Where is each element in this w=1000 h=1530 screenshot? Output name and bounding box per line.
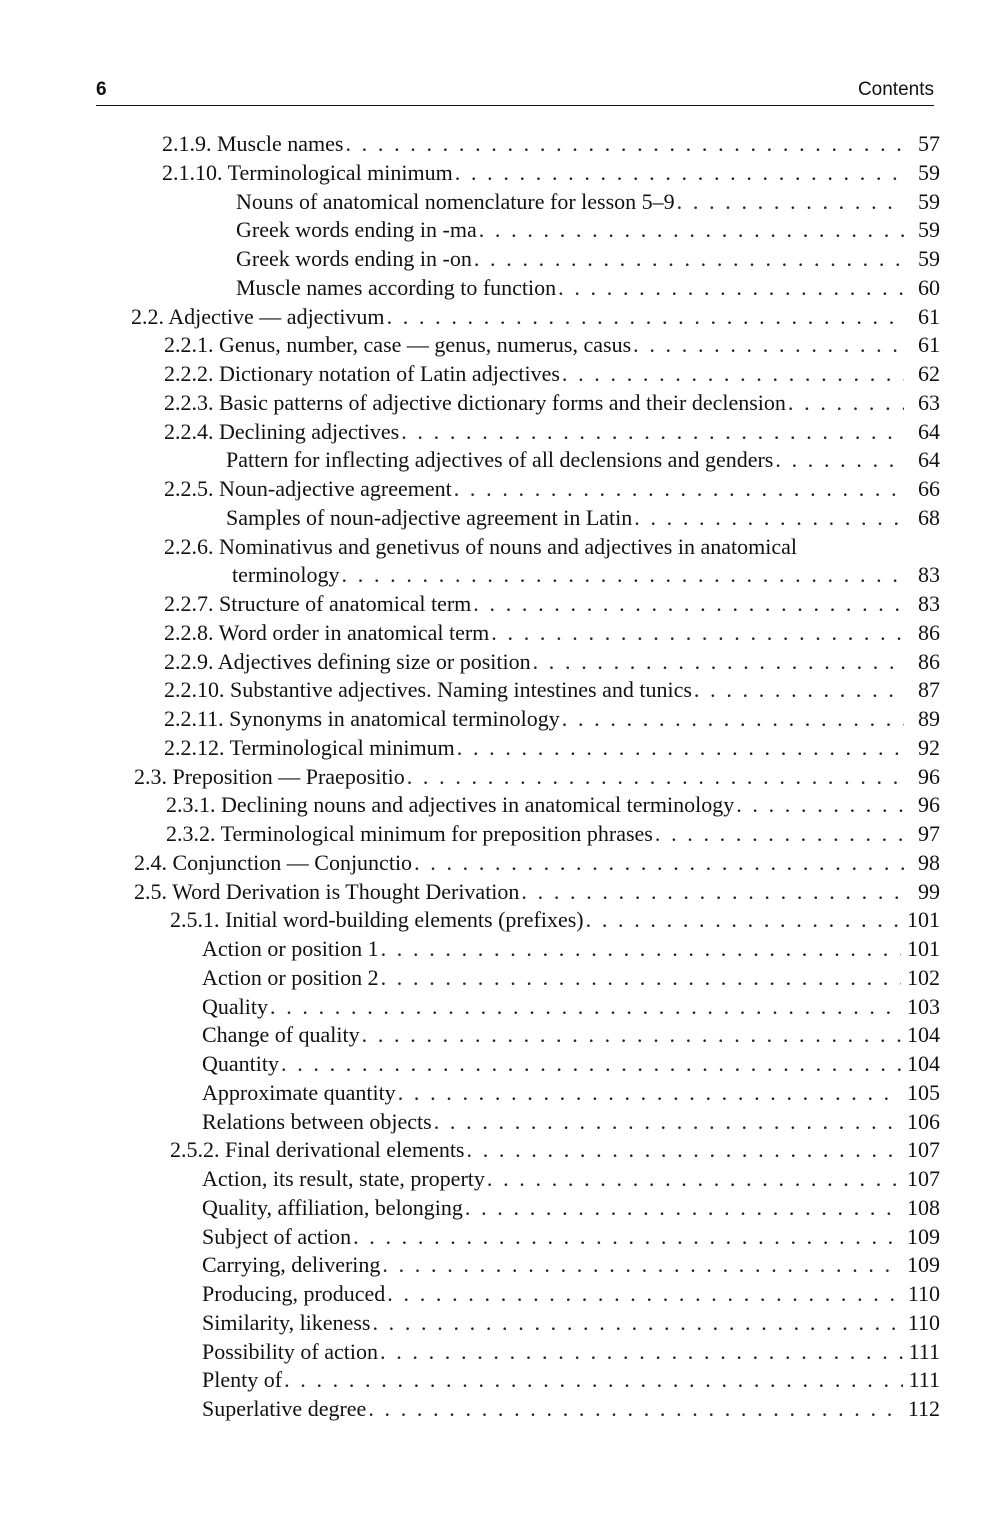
toc-entry-title: Quantity	[202, 1051, 279, 1076]
toc-entry-page: 98	[918, 849, 940, 875]
toc-entry-page: 66	[918, 476, 940, 501]
toc-entry-title: Subject of action	[202, 1223, 352, 1249]
toc-entry[interactable]	[134, 878, 940, 907]
toc-entry[interactable]	[236, 274, 940, 303]
toc-entry[interactable]	[202, 1165, 940, 1194]
toc-row	[0, 245, 1000, 274]
toc-row	[0, 274, 1000, 303]
dot-leader	[281, 1050, 901, 1079]
dot-leader	[655, 820, 904, 849]
toc-row	[0, 1165, 1000, 1194]
toc-entry-title: 2.2.4. Declining adjectives	[164, 418, 400, 444]
dot-leader	[473, 590, 904, 619]
toc-entry-title: 2.2.3. Basic patterns of adjective dictionary forms and their declension	[164, 389, 786, 415]
dot-leader	[455, 159, 904, 188]
toc-entry-page: 87	[918, 677, 940, 703]
toc-entry[interactable]	[226, 504, 940, 533]
toc-row	[0, 159, 1000, 188]
toc-entry[interactable]	[232, 561, 940, 590]
toc-entry-title: Pattern for inflecting adjectives of all declensions and genders	[226, 447, 774, 473]
toc-row	[0, 878, 1000, 907]
toc-entry-page: 111	[908, 1367, 940, 1393]
toc-row	[0, 360, 1000, 389]
toc-entry-page: 96	[918, 792, 940, 818]
dot-leader	[414, 849, 904, 878]
toc-entry-page: 109	[907, 1223, 940, 1249]
dot-leader	[398, 1079, 901, 1108]
dot-leader	[558, 274, 904, 303]
toc-entry[interactable]	[202, 1050, 940, 1079]
toc-entry-page: 89	[918, 706, 940, 731]
toc-entry-title: Nouns of anatomical nomenclature for lesson 5–9	[236, 188, 675, 214]
toc-entry[interactable]	[202, 935, 940, 964]
toc-entry-title: 2.2.8. Word order in anatomical term	[164, 619, 490, 645]
dot-leader	[342, 561, 904, 590]
toc-entry-title: 2.5.2. Final derivational elements	[170, 1137, 465, 1163]
toc-entry-page: 99	[918, 878, 940, 904]
toc-row	[0, 705, 1000, 734]
toc-entry[interactable]	[166, 791, 940, 820]
dot-leader	[467, 1136, 902, 1165]
toc-row	[0, 820, 1000, 849]
toc-entry-page: 105	[907, 1079, 940, 1105]
toc-entry-page: 62	[918, 361, 940, 386]
toc-entry-title: Greek words ending in -on	[236, 246, 472, 271]
toc-entry-title: Action or position 1	[202, 936, 379, 961]
toc-entry[interactable]	[131, 303, 940, 332]
dot-leader	[381, 964, 901, 993]
toc-entry-page: 107	[907, 1137, 940, 1163]
toc-entry-page: 110	[907, 1281, 940, 1306]
dot-leader	[736, 791, 904, 820]
toc-entry[interactable]	[162, 130, 940, 159]
toc-entry-page: 109	[907, 1252, 940, 1278]
dot-leader	[387, 1280, 902, 1309]
toc-entry[interactable]	[202, 1395, 940, 1424]
dot-leader	[634, 504, 904, 533]
toc-row	[0, 475, 1000, 504]
toc-row	[0, 1366, 1000, 1395]
toc-entry[interactable]	[164, 705, 940, 734]
toc-entry[interactable]	[202, 1280, 940, 1309]
dot-leader	[381, 935, 901, 964]
toc-entry-title: 2.2.1. Genus, number, case — genus, numerus, casus	[164, 332, 632, 358]
toc-entry[interactable]	[134, 763, 940, 792]
toc-entry[interactable]	[236, 216, 940, 245]
dot-leader	[401, 418, 904, 447]
dot-leader	[434, 1108, 901, 1137]
dot-leader	[562, 705, 904, 734]
toc-entry-title: 2.2.11. Synonyms in anatomical terminology	[164, 706, 560, 731]
toc-entry[interactable]	[202, 1366, 940, 1395]
toc-entry[interactable]	[164, 389, 940, 418]
toc-entry[interactable]	[164, 676, 940, 705]
dot-leader	[788, 389, 904, 418]
toc-row	[0, 590, 1000, 619]
toc-entry-title: 2.3. Preposition — Praepositio	[134, 763, 405, 789]
toc-entry-title: Similarity, likeness	[202, 1309, 371, 1335]
dot-leader	[368, 1395, 902, 1424]
dot-leader	[284, 1366, 903, 1395]
toc-row	[0, 188, 1000, 217]
toc-entry[interactable]	[226, 446, 940, 475]
toc-row	[0, 216, 1000, 245]
toc-entry-title: 2.3.1. Declining nouns and adjectives in anatomical terminology	[166, 792, 735, 818]
toc-entry[interactable]	[164, 590, 940, 619]
toc-entry[interactable]	[236, 245, 940, 274]
dot-leader	[677, 188, 904, 217]
toc-entry-title: Action, its result, state, property	[202, 1166, 485, 1191]
toc-entry-page: 104	[907, 1022, 940, 1048]
toc-entry-title: 2.2.2. Dictionary notation of Latin adjectives	[164, 361, 560, 386]
toc-entry-page: 59	[918, 159, 940, 185]
dot-leader	[372, 1309, 901, 1338]
dot-leader	[362, 1021, 901, 1050]
toc-entry-title: Producing, produced	[202, 1281, 386, 1306]
toc-row	[0, 533, 1000, 562]
toc-entry-page: 86	[918, 648, 940, 674]
toc-row	[0, 1021, 1000, 1050]
toc-row	[0, 906, 1000, 935]
toc-entry[interactable]	[162, 159, 940, 188]
toc-entry-page: 57	[918, 131, 940, 156]
running-head: Contents	[857, 79, 934, 100]
dot-leader	[586, 906, 901, 935]
toc-entry-title: Possibility of action	[202, 1338, 378, 1364]
toc-entry-page: 102	[907, 964, 940, 990]
dot-leader	[491, 619, 904, 648]
toc-entry-title: Greek words ending in -ma	[236, 217, 477, 243]
toc-entry-page: 106	[907, 1108, 940, 1134]
toc-row	[0, 1050, 1000, 1079]
dot-leader	[633, 331, 904, 360]
toc-row	[0, 331, 1000, 360]
dot-leader	[380, 1338, 903, 1367]
toc-entry-page: 111	[908, 1338, 940, 1364]
page-number: 6	[96, 79, 107, 100]
dot-leader	[270, 993, 901, 1022]
toc-row	[0, 1079, 1000, 1108]
toc-entry-page: 59	[918, 217, 940, 243]
toc-entry-page: 92	[918, 734, 940, 760]
toc-entry[interactable]	[164, 331, 940, 360]
toc-entry-page: 63	[918, 389, 940, 415]
toc-entry[interactable]	[202, 964, 940, 993]
toc-row	[0, 1108, 1000, 1137]
toc-entry[interactable]	[202, 1108, 940, 1137]
toc-row	[0, 1194, 1000, 1223]
toc-row	[0, 504, 1000, 533]
toc-entry[interactable]	[202, 1021, 940, 1050]
toc-entry-page: 101	[907, 907, 940, 933]
toc-entry-title: Carrying, delivering	[202, 1252, 381, 1278]
dot-leader	[382, 1251, 901, 1280]
toc-entry-page: 86	[918, 619, 940, 645]
dot-leader	[353, 1223, 901, 1252]
toc-entry[interactable]	[202, 1194, 940, 1223]
toc-entry-title: 2.5.1. Initial word-building elements (prefixes)	[170, 907, 584, 933]
toc-entry[interactable]	[164, 475, 940, 504]
dot-leader	[775, 446, 904, 475]
toc-row	[0, 849, 1000, 878]
toc-entry-page: 112	[907, 1396, 940, 1421]
dot-leader	[454, 475, 904, 504]
toc-entry-page: 103	[907, 993, 940, 1019]
toc-row	[0, 648, 1000, 677]
toc-entry-page: 61	[918, 332, 940, 358]
toc-entry-page: 83	[918, 591, 940, 616]
toc-entry[interactable]	[202, 1223, 940, 1252]
toc-entry-title: 2.2.7. Structure of anatomical term	[164, 591, 472, 616]
toc-entry-title: Samples of noun-adjective agreement in Latin	[226, 504, 633, 530]
toc-entry-title-line1[interactable]: 2.2.6. Nominativus and genetivus of nouns and adjectives in anatomical	[164, 533, 797, 559]
toc-entry-title: Quality	[202, 993, 268, 1019]
toc-row	[0, 964, 1000, 993]
toc-entry-title: 2.1.9. Muscle names	[162, 131, 344, 156]
toc-row	[0, 389, 1000, 418]
toc-entry-title: Action or position 2	[202, 964, 379, 990]
toc-entry[interactable]	[170, 906, 940, 935]
toc-entry-page: 101	[907, 936, 940, 961]
toc-row	[0, 935, 1000, 964]
toc-entry[interactable]	[202, 1309, 940, 1338]
dot-leader	[465, 1194, 901, 1223]
toc-row	[0, 1136, 1000, 1165]
toc-entry-page: 68	[918, 504, 940, 530]
toc-entry[interactable]	[166, 820, 940, 849]
toc-entry-title: Approximate quantity	[202, 1079, 396, 1105]
toc-entry-title: 2.2.9. Adjectives defining size or position	[164, 648, 531, 674]
toc-entry-page: 64	[918, 447, 940, 473]
toc-entry-page: 104	[907, 1051, 940, 1076]
dot-leader	[487, 1165, 901, 1194]
toc-entry-title: Quality, affiliation, belonging	[202, 1194, 463, 1220]
dot-leader	[694, 676, 904, 705]
toc-row	[0, 561, 1000, 590]
toc-row	[0, 1338, 1000, 1367]
toc-entry[interactable]	[164, 360, 940, 389]
toc-entry-title: 2.4. Conjunction — Conjunctio	[134, 849, 413, 875]
toc-row	[0, 1223, 1000, 1252]
dot-leader	[479, 216, 904, 245]
header-rule	[96, 105, 934, 106]
toc-entry-page: 96	[918, 763, 940, 789]
toc-entry-title: Plenty of	[202, 1367, 283, 1393]
toc-entry-title: terminology	[232, 562, 340, 588]
dot-leader	[387, 303, 904, 332]
toc-entry-page: 110	[907, 1309, 940, 1335]
toc-entry[interactable]	[202, 1079, 940, 1108]
toc-entry-title: 2.2.12. Terminological minimum	[164, 734, 455, 760]
toc-entry-page: 107	[907, 1166, 940, 1191]
toc-entry-title: 2.2.10. Substantive adjectives. Naming intestines and tunics	[164, 677, 692, 703]
toc-row	[0, 619, 1000, 648]
toc-entry-title: Muscle names according to function	[236, 274, 557, 300]
toc-entry-page: 97	[918, 821, 940, 846]
toc-entry-page: 59	[918, 246, 940, 271]
dot-leader	[407, 763, 904, 792]
toc-entry[interactable]	[202, 1338, 940, 1367]
toc-row	[0, 734, 1000, 763]
toc-entry-title: Superlative degree	[202, 1396, 367, 1421]
toc-row	[0, 763, 1000, 792]
toc-row	[0, 791, 1000, 820]
toc-entry-title: Relations between objects	[202, 1108, 432, 1134]
toc-row	[0, 130, 1000, 159]
toc-entry[interactable]	[202, 993, 940, 1022]
dot-leader	[474, 245, 904, 274]
toc-entry-page: 108	[907, 1194, 940, 1220]
toc-row	[0, 1280, 1000, 1309]
toc-entry-title: 2.2.5. Noun-adjective agreement	[164, 476, 452, 501]
toc-entry[interactable]	[164, 418, 940, 447]
dot-leader	[521, 878, 904, 907]
toc-row	[0, 446, 1000, 475]
toc-entry-page: 61	[918, 303, 940, 329]
toc-entry-title: 2.1.10. Terminological minimum	[162, 159, 453, 185]
dot-leader	[533, 648, 904, 677]
toc-row	[0, 676, 1000, 705]
table-of-contents	[0, 130, 1000, 1424]
dot-leader	[457, 734, 904, 763]
toc-entry-page: 60	[918, 274, 940, 300]
toc-entry[interactable]	[236, 188, 940, 217]
toc-row	[0, 1251, 1000, 1280]
toc-entry[interactable]	[134, 849, 940, 878]
toc-entry[interactable]	[202, 1251, 940, 1280]
toc-entry[interactable]	[164, 734, 940, 763]
toc-entry[interactable]	[170, 1136, 940, 1165]
toc-entry-page: 64	[918, 418, 940, 444]
toc-row	[0, 1309, 1000, 1338]
toc-entry-page: 83	[918, 562, 940, 588]
dot-leader	[345, 130, 904, 159]
toc-row	[0, 1395, 1000, 1424]
toc-entry-title: Change of quality	[202, 1022, 360, 1048]
toc-row	[0, 303, 1000, 332]
toc-row	[0, 418, 1000, 447]
dot-leader	[562, 360, 904, 389]
toc-entry-title: 2.5. Word Derivation is Thought Derivation	[134, 878, 520, 904]
toc-entry-title: 2.2. Adjective — adjectivum	[131, 303, 385, 329]
toc-entry[interactable]	[164, 648, 940, 677]
toc-entry-title: 2.3.2. Terminological minimum for preposition phrases	[166, 821, 653, 846]
toc-row	[0, 993, 1000, 1022]
toc-entry-page: 59	[918, 188, 940, 214]
toc-entry[interactable]	[164, 619, 940, 648]
